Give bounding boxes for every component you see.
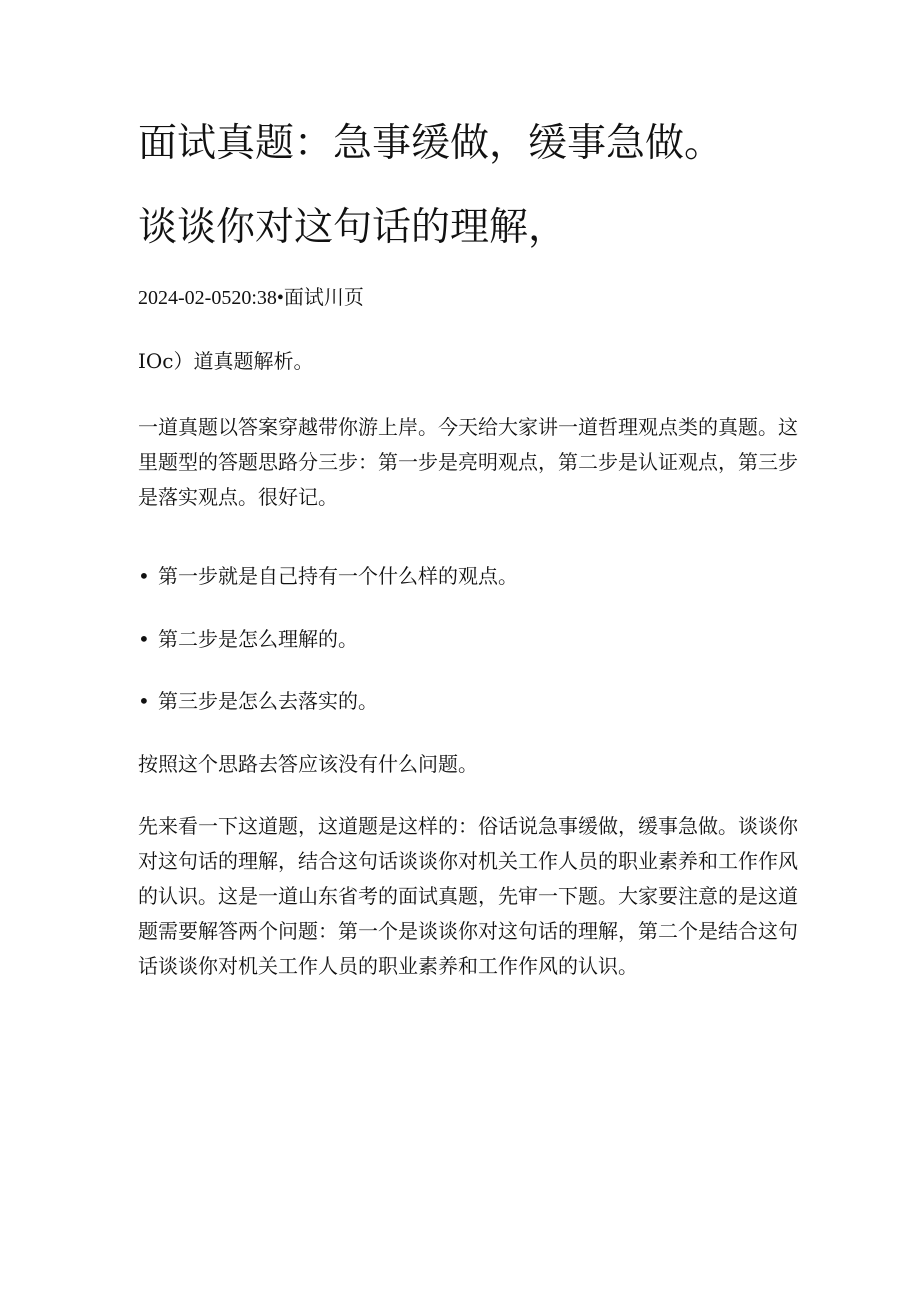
article-meta: 2024-02-0520:38•面试川页 (138, 287, 364, 309)
intro-line: IOc）道真题解析。 (138, 349, 314, 373)
bullet-marker: • (138, 627, 150, 651)
bullet-marker: • (138, 564, 150, 588)
paragraph-question: 先来看一下这道题，这道题是这样的：俗话说急事缓做，缓事急做。谈谈你对这句话的理解，结合这句话谈谈你对机关工作人员的职业素养和工作作风的认识。这是一道山东省考的面试真题，先审一下题。大家要注意的是这道题需要解答两个问题：第一个是谈谈你对这句话的理解，第二个是结合这句话谈谈你对机关工作人员的职业素养和工作作风的认识。 (138, 814, 798, 978)
list-item-text: 第二步是怎么理解的。 (158, 627, 358, 651)
list-item-text: 第一步就是自己持有一个什么样的观点。 (158, 564, 518, 588)
list-item-text: 第三步是怎么去落实的。 (158, 689, 378, 713)
title-line-1: 面试真题：急事缓做，缓事急做。 (138, 121, 724, 166)
title-line-2: 谈谈你对这句话的理解， (138, 205, 568, 250)
list-item (138, 687, 378, 715)
list-item (138, 625, 358, 653)
bullet-marker: • (138, 689, 150, 713)
paragraph-summary: 按照这个思路去答应该没有什么问题。 (138, 752, 478, 776)
list-item (138, 562, 518, 590)
paragraph-intro: 一道真题以答案穿越带你游上岸。今天给大家讲一道哲理观点类的真题。这里题型的答题思路分三步：第一步是亮明观点，第二步是认证观点，第三步是落实观点。很好记。 (138, 415, 798, 509)
